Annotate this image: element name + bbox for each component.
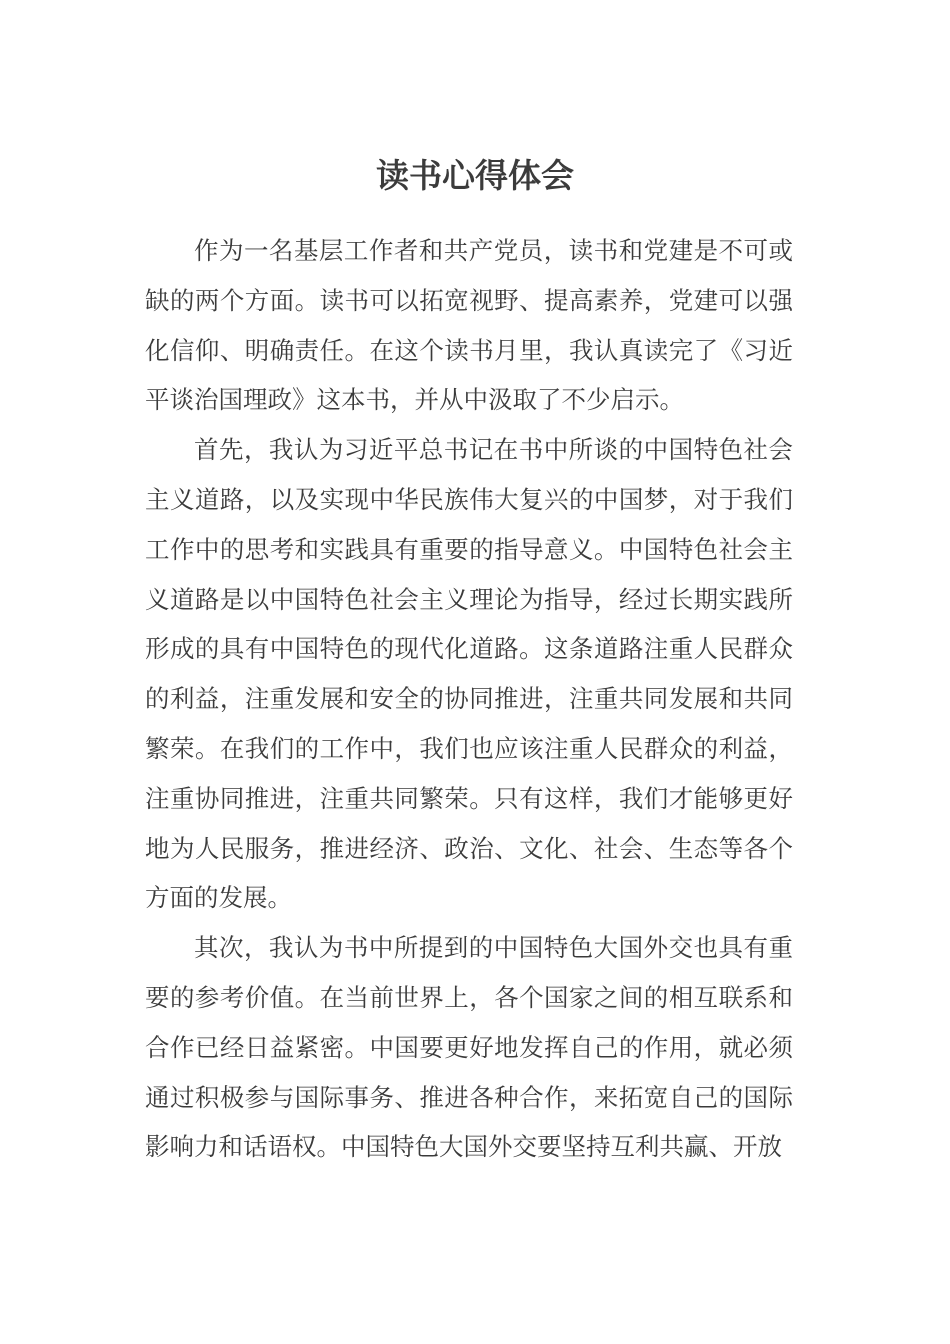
paragraph-second-point: 其次，我认为书中所提到的中国特色大国外交也具有重要的参考价值。在当前世界上，各个国家之间的相互联系和合作已经日益紧密。中国要更好地发挥自己的作用，就必须通过积极参与国际事务、推进各种合作，来拓宽自己的国际影响力和话语权。中国特色大国外交要坚持互利共赢、开放 bbox=[145, 933, 793, 1162]
document-title: 读书心得体会 bbox=[376, 156, 574, 195]
paragraph-intro: 作为一名基层工作者和共产党员，读书和党建是不可或缺的两个方面。读书可以拓宽视野、提高素养，党建可以强化信仰、明确责任。在这个读书月里，我认真读完了《习近平谈治国理政》这本书，并从中汲取了不少启示。 bbox=[145, 236, 793, 415]
paragraph-first-point: 首先，我认为习近平总书记在书中所谈的中国特色社会主义道路，以及实现中华民族伟大复兴的中国梦，对于我们工作中的思考和实践具有重要的指导意义。中国特色社会主义道路是以中国特色社会主义理论为指导，经过长期实践所形成的具有中国特色的现代化道路。这条道路注重人民群众的利益，注重发展和安全的协同推进，注重共同发展和共同繁荣。在我们的工作中，我们也应该注重人民群众的利益，注重协同推进，注重共同繁荣。只有这样，我们才能够更好地为人民服务，推进经济、政治、文化、社会、生态等各个方面的发展。 bbox=[145, 435, 793, 913]
document-body bbox=[145, 226, 793, 1172]
